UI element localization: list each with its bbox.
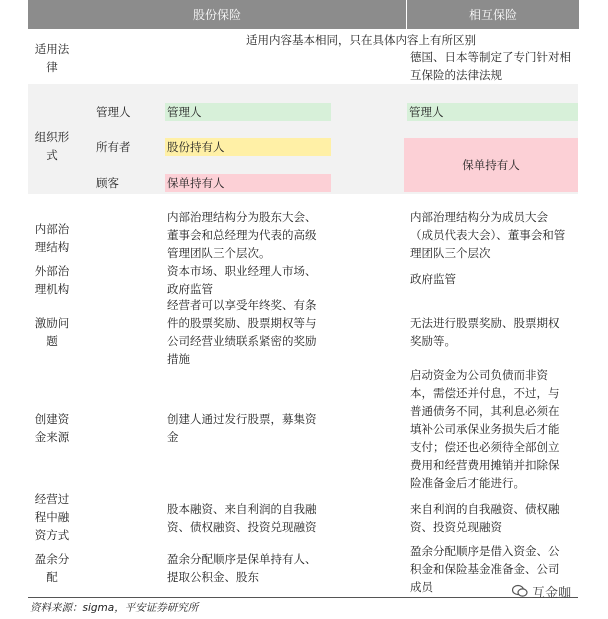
law-right-text: 德国、日本等制定了专门针对相互保险的法律法规 [410, 50, 571, 82]
header-right [406, 0, 579, 29]
source-caption: 资料来源：sigma，平安证券研究所 [30, 602, 199, 614]
row-label-law: 适用法律 [34, 42, 70, 74]
org-customer-label: 顾客 [96, 176, 119, 190]
incentive-right-text: 无法进行股票奖励、股票期权奖励等。 [410, 316, 560, 348]
incentive-left-text: 经营者可以享受年终奖、有条件的股票奖励、股票期权等与公司经营业绩联系紧密的奖励措施 [167, 298, 317, 366]
row-label-external: 外部治理机构 [34, 264, 70, 296]
external-right-text: 政府监管 [410, 272, 456, 286]
org-owner-label: 所有者 [96, 140, 131, 154]
internal-left-text: 内部治理结构分为股东大会、董事会和总经理为代表的高级管理团队三个层次。 [167, 210, 317, 260]
row-label-org: 组织形式 [34, 130, 70, 162]
org-manager-label: 管理人 [96, 105, 131, 119]
external-left-text: 资本市场、职业经理人市场、政府监管 [167, 264, 317, 296]
row-label-incentive: 激励问题 [34, 316, 70, 348]
wechat-icon [512, 584, 528, 604]
surplus-left-text: 盈余分配顺序是保单持有人、提取公积金、股东 [167, 552, 317, 584]
funding-left-text: 创建人通过发行股票，募集资金 [167, 412, 317, 444]
left-customer-bar: 保单持有人 [165, 174, 331, 192]
law-common-text: 适用内容基本相同，只在具体内容上有所区别 [246, 33, 476, 47]
financing-right-text: 来自利润的自我融资、债权融资、投资兑现融资 [410, 502, 560, 534]
row-label-funding: 创建资金来源 [34, 412, 70, 444]
row-label-internal: 内部治理结构 [34, 222, 70, 254]
row-label-surplus: 盈余分配 [34, 552, 70, 584]
header-col-left: 股份保险 [192, 7, 241, 22]
internal-right-text: 内部治理结构分为成员大会（成员代表大会）、董事会和管理团队三个层次 [410, 210, 566, 260]
surplus-right-text: 盈余分配顺序是借入资金、公积金和保险基金准备金、公司成员 [410, 544, 560, 594]
watermark [512, 584, 571, 604]
bottom-rule [28, 597, 578, 598]
financing-left-text: 股本融资、来自利润的自我融资、债权融资、投资兑现融资 [167, 502, 317, 534]
header-left [28, 0, 406, 29]
left-owner-bar: 股份持有人 [165, 138, 331, 156]
funding-right-text: 启动资金为公司负债而非资本，需偿还并付息，不过，与普通债务不同，其利息必须在填补公司承保业务损失后才能支付；偿还也必须待全部创立费用和经营费用摊销并扣除保险准备金后才能进行。 [410, 368, 560, 490]
row-label-financing: 经营过程中融资方式 [34, 492, 70, 542]
left-manager-bar: 管理人 [165, 103, 331, 121]
right-owner-customer-block [404, 138, 578, 192]
watermark-text: 互金咖 [532, 586, 572, 601]
right-manager-bar: 管理人 [407, 103, 578, 121]
header-col-right: 相互保险 [468, 7, 517, 22]
right-owner-customer-text: 保单持有人 [462, 158, 520, 172]
